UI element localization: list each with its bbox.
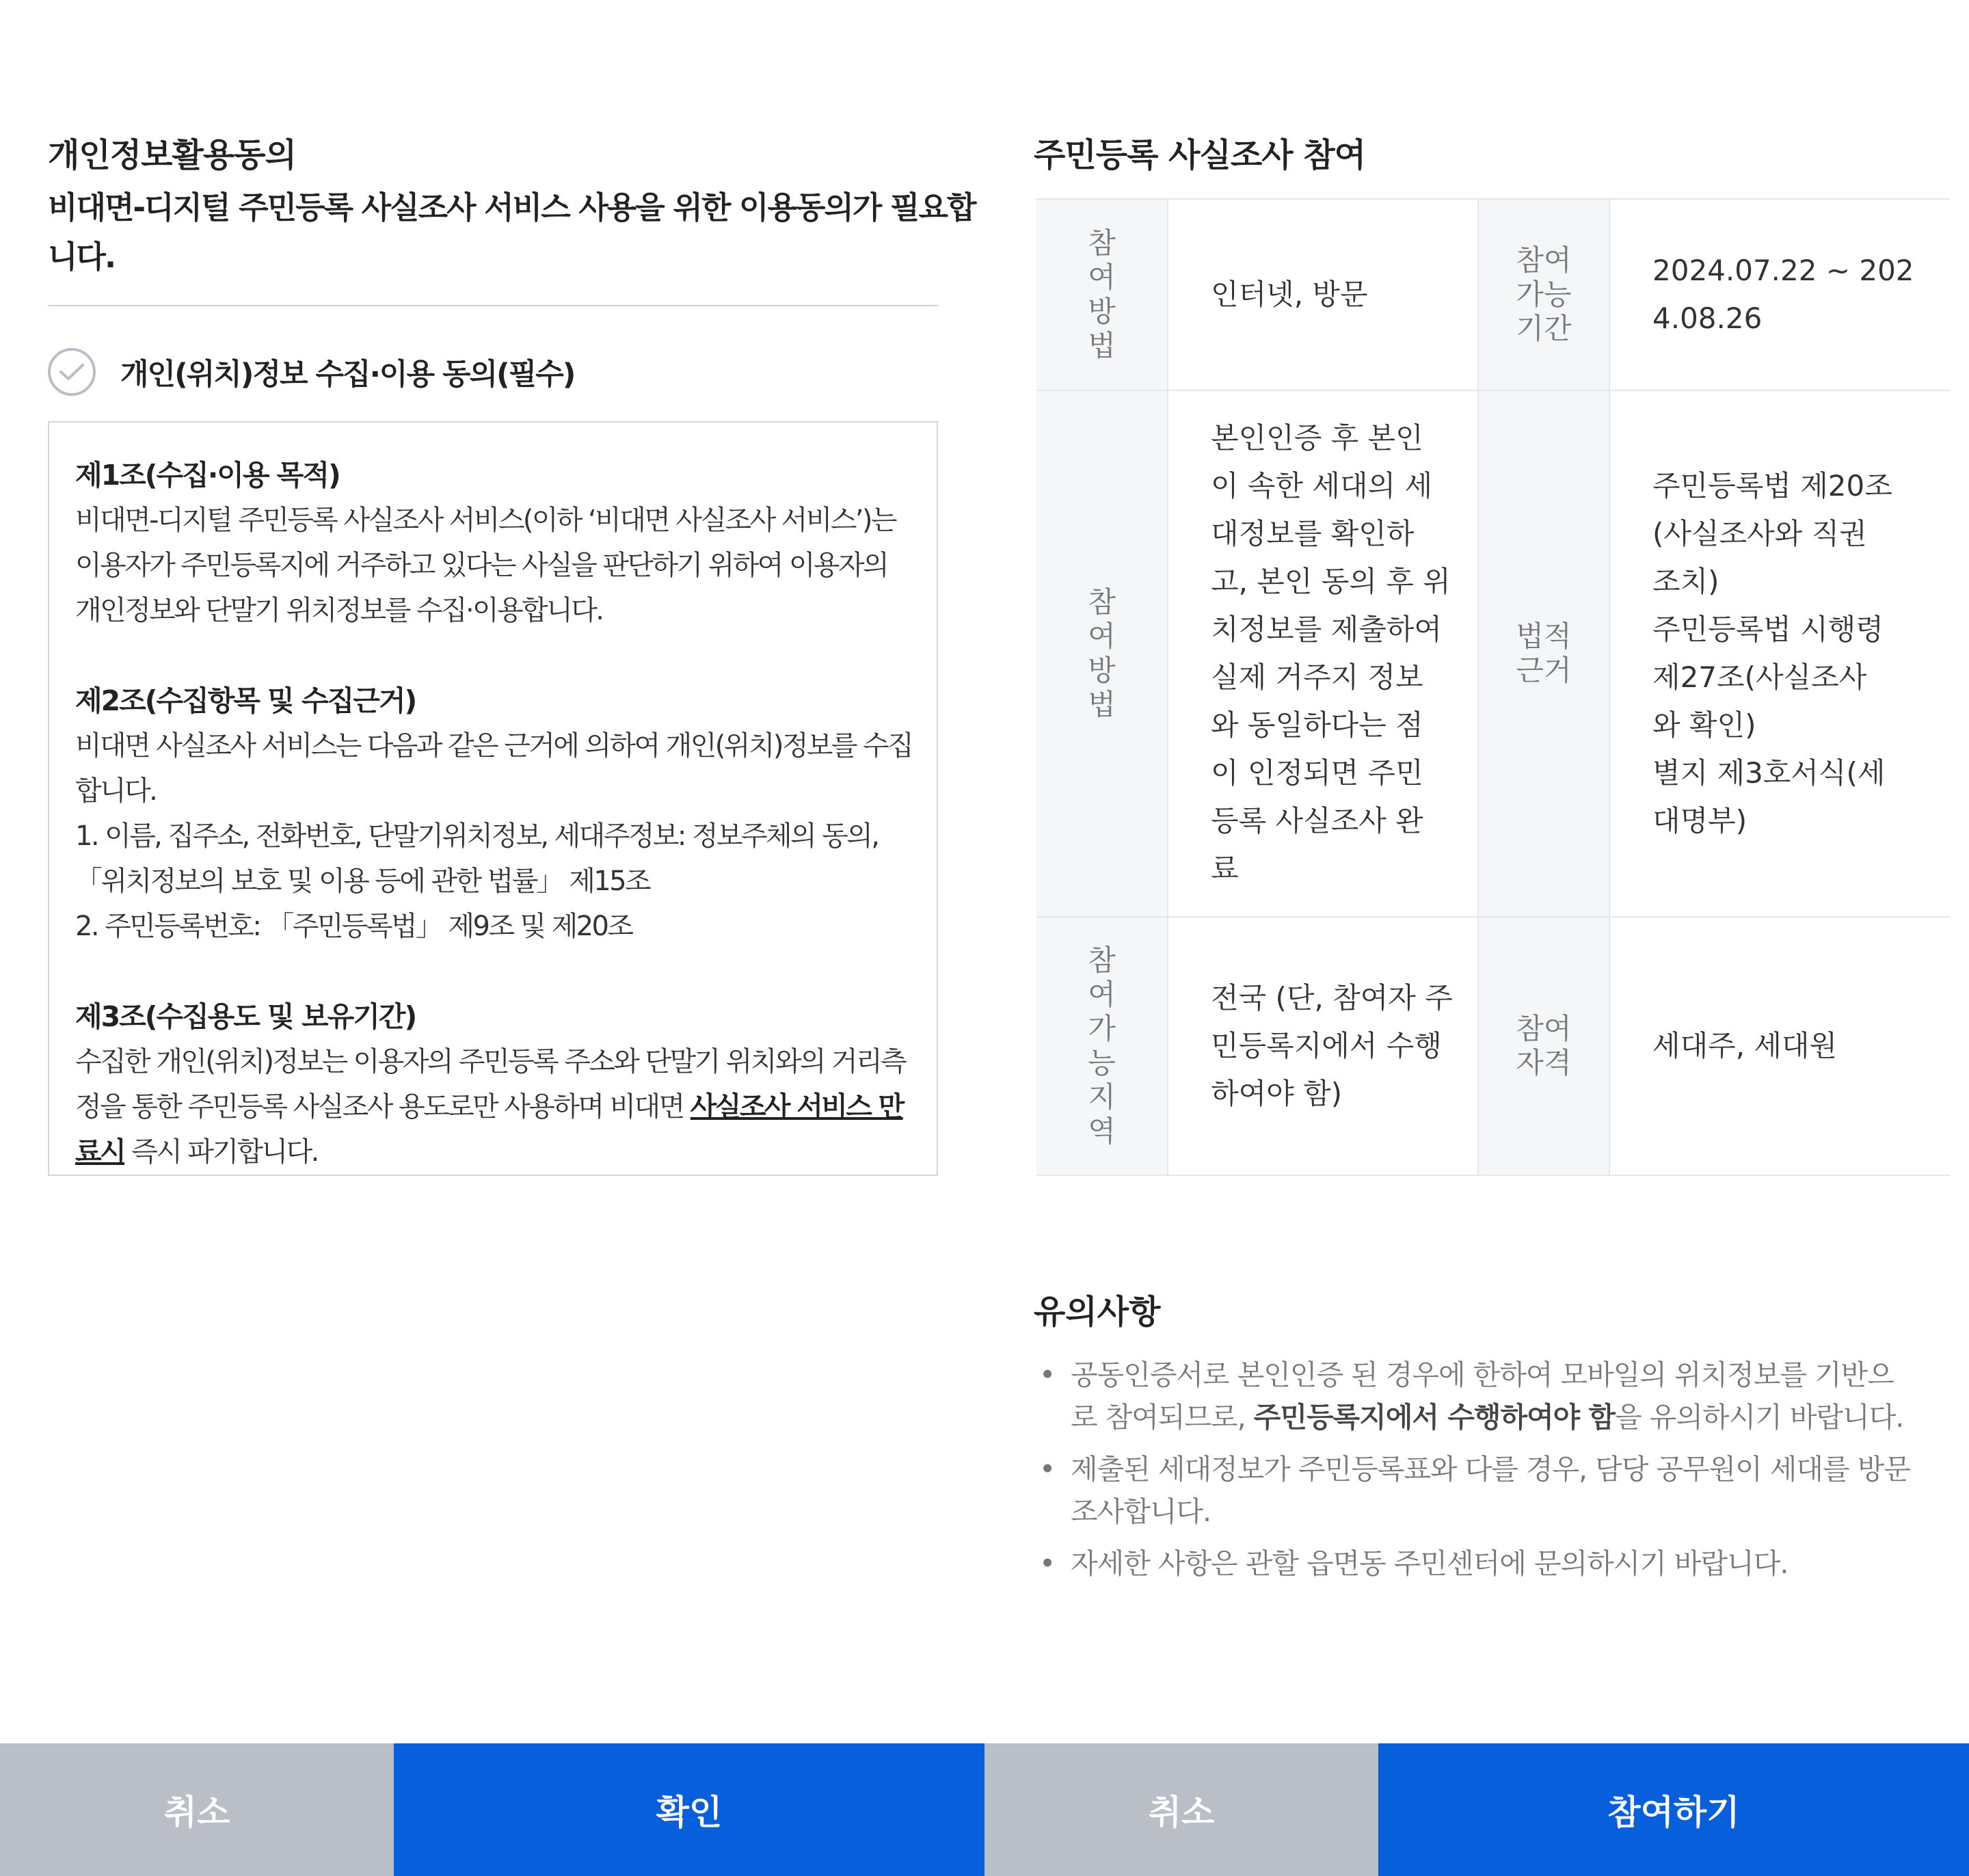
spacer — [75, 633, 912, 678]
cell-line: 고, 본인 동의 후 위 — [1211, 565, 1451, 598]
notice-item — [1034, 1354, 1950, 1438]
article-text: 비대면-디지털 주민등록 사실조사 서비스(이하 ‘비대면 사실조사 서비스’)는 — [75, 505, 896, 536]
participation-info-table — [1036, 198, 1950, 1176]
header-line: 참여 — [1516, 1012, 1572, 1045]
table-value-cell — [1168, 199, 1478, 390]
header-line: 자격 — [1516, 1046, 1572, 1080]
table-header-cell — [1036, 390, 1168, 917]
header-char: 여 — [1088, 260, 1116, 294]
header-char: 여 — [1088, 978, 1116, 1011]
notice-text: • 자세한 사항은 관할 읍면동 주민센터에 문의하시기 바랍니다. — [1071, 1547, 1789, 1580]
table-value-cell — [1609, 390, 1950, 917]
article-text: 1. 이름, 집주소, 전화번호, 단말기위치정보, 세대주정보: 정보주체의 동의, — [75, 820, 879, 852]
table-header-cell — [1478, 390, 1609, 917]
spacer — [75, 949, 912, 994]
article-text: 이용자가 주민등록지에 거주하고 있다는 사실을 판단하기 위하여 이용자의 — [75, 550, 888, 581]
cell-line: 등록 사실조사 완 — [1211, 804, 1423, 838]
cell-line: 세대주, 세대원 — [1652, 1029, 1838, 1062]
subtitle-line: 비대면-디지털 주민등록 사실조사 서비스 사용을 위한 이용동의가 필요합 — [48, 189, 976, 226]
cell-line: 조치) — [1652, 565, 1719, 598]
divider — [48, 305, 938, 306]
header-char: 방 — [1088, 654, 1116, 687]
header-char: 법 — [1088, 688, 1116, 721]
article-text: 2. 주민등록번호: 「주민등록법」 제9조 및 제20조 — [75, 911, 632, 942]
cell-line: 이 인정되면 주민 — [1211, 756, 1423, 790]
table-header-cell — [1478, 917, 1609, 1175]
article-text: 「위치정보의 보호 및 이용 등에 관한 법률」 제15조 — [75, 866, 650, 897]
notice-text: • 공동인증서로 본인인증 된 경우에 한하여 모바일의 위치정보를 기반으 — [1071, 1358, 1894, 1391]
header-line: 기간 — [1516, 312, 1572, 345]
cell-line: 대명부) — [1652, 804, 1747, 838]
header-line: 가능 — [1516, 278, 1572, 311]
check-circle-icon[interactable] — [48, 348, 96, 396]
header-char: 참 — [1088, 585, 1116, 619]
header-char: 방 — [1088, 295, 1116, 328]
article-text: 비대면 사실조사 서비스는 다음과 같은 근거에 의하여 개인(위치)정보를 수집 — [75, 730, 913, 762]
notice-list — [1034, 1354, 1950, 1594]
cell-line: 주민등록법 시행령 — [1652, 613, 1884, 646]
consent-subtitle — [48, 183, 976, 282]
header-char: 가 — [1088, 1012, 1116, 1045]
table-row — [1036, 390, 1950, 917]
article-text — [75, 1084, 912, 1129]
section-title: 주민등록 사실조사 참여 — [1034, 136, 1366, 174]
cell-line: 와 동일하다는 점 — [1211, 708, 1423, 742]
consent-panel — [0, 0, 984, 1876]
cell-line: 하여야 함) — [1211, 1077, 1343, 1110]
article-text: 합니다. — [75, 775, 157, 807]
table-value-cell — [1609, 917, 1950, 1175]
header-line: 법적 — [1516, 619, 1572, 653]
participate-button[interactable]: 참여하기 — [1378, 1743, 1969, 1876]
table-header-cell — [1036, 917, 1168, 1175]
consent-title: 개인정보활용동의 — [48, 136, 296, 174]
cancel-button[interactable]: 취소 — [984, 1743, 1378, 1876]
article-text: 수집한 개인(위치)정보는 이용자의 주민등록 주소와 단말기 위치와의 거리측 — [75, 1046, 906, 1077]
cell-line: 4.08.26 — [1652, 302, 1763, 335]
header-char: 참 — [1088, 226, 1116, 260]
notice-text: 을 유의하시기 바랍니다. — [1615, 1401, 1904, 1434]
cell-line: 이 속한 세대의 세 — [1211, 469, 1433, 502]
header-char: 참 — [1088, 943, 1116, 977]
cell-line: 2024.07.22 ~ 202 — [1652, 254, 1914, 287]
cell-line: 와 확인) — [1652, 708, 1756, 742]
header-char: 역 — [1088, 1114, 1116, 1148]
cell-line: 료 — [1211, 852, 1239, 885]
notice-item — [1034, 1448, 1950, 1533]
notice-emphasis: 주민등록지에서 수행하여야 함 — [1253, 1401, 1616, 1434]
article-emphasis: 사실조사 서비스 만 — [690, 1091, 903, 1123]
notice-item — [1034, 1542, 1950, 1585]
subtitle-line: 니다. — [48, 239, 116, 275]
cell-line: 실제 거주지 정보 — [1211, 660, 1423, 694]
table-value-cell — [1168, 917, 1478, 1175]
notice-text-line — [1071, 1396, 1950, 1438]
notice-text: • 제출된 세대정보가 주민등록표와 다를 경우, 담당 공무원이 세대를 방문 — [1071, 1453, 1910, 1486]
article-heading: 제1조(수집·이용 목적) — [75, 459, 340, 492]
header-char: 여 — [1088, 619, 1116, 653]
header-char: 법 — [1088, 329, 1116, 362]
confirm-button[interactable]: 확인 — [394, 1743, 984, 1876]
header-line: 참여 — [1516, 243, 1572, 277]
consent-checkbox-row[interactable] — [48, 347, 574, 397]
notice-text: 조사합니다. — [1071, 1495, 1211, 1528]
cell-line: 인터넷, 방문 — [1211, 278, 1368, 311]
participation-panel — [984, 0, 1969, 1876]
consent-checkbox-label[interactable]: 개인(위치)정보 수집·이용 동의(필수) — [120, 357, 575, 392]
terms-scroll-box[interactable] — [48, 421, 938, 1176]
article-text-segment: 즉시 파기합니다. — [131, 1136, 318, 1168]
cell-line: 대정보를 확인하 — [1211, 517, 1415, 550]
cell-line: 민등록지에서 수행 — [1211, 1029, 1442, 1062]
table-row — [1036, 917, 1950, 1175]
notice-text: 로 참여되므로, — [1071, 1401, 1254, 1434]
cell-line: 제27조(사실조사 — [1652, 660, 1867, 694]
article-text — [75, 1129, 912, 1175]
cell-line: 주민등록법 제20조 — [1652, 469, 1892, 502]
cell-line: 전국 (단, 참여자 주 — [1211, 981, 1453, 1015]
header-line: 근거 — [1516, 654, 1572, 687]
article-text-segment: 정을 통한 주민등록 사실조사 용도로만 사용하며 비대면 — [75, 1091, 684, 1123]
table-header-cell — [1478, 199, 1609, 390]
article-text: 개인정보와 단말기 위치정보를 수집·이용합니다. — [75, 595, 603, 626]
header-char: 능 — [1088, 1046, 1116, 1080]
table-value-cell — [1168, 390, 1478, 917]
cancel-button[interactable]: 취소 — [0, 1743, 394, 1876]
notice-title: 유의사항 — [1034, 1293, 1161, 1331]
table-row — [1036, 199, 1950, 390]
cell-line: (사실조사와 직권 — [1652, 517, 1867, 550]
article-emphasis: 료시 — [75, 1136, 125, 1168]
cell-line: 치정보를 제출하여 — [1211, 613, 1442, 646]
article-heading: 제2조(수집항목 및 수집근거) — [75, 684, 416, 717]
article-heading: 제3조(수집용도 및 보유기간) — [75, 1000, 416, 1033]
cell-line: 본인인증 후 본인 — [1211, 421, 1423, 455]
table-value-cell — [1609, 199, 1950, 390]
table-header-cell — [1036, 199, 1168, 390]
cell-line: 별지 제3호서식(세 — [1652, 756, 1886, 790]
header-char: 지 — [1088, 1080, 1116, 1114]
